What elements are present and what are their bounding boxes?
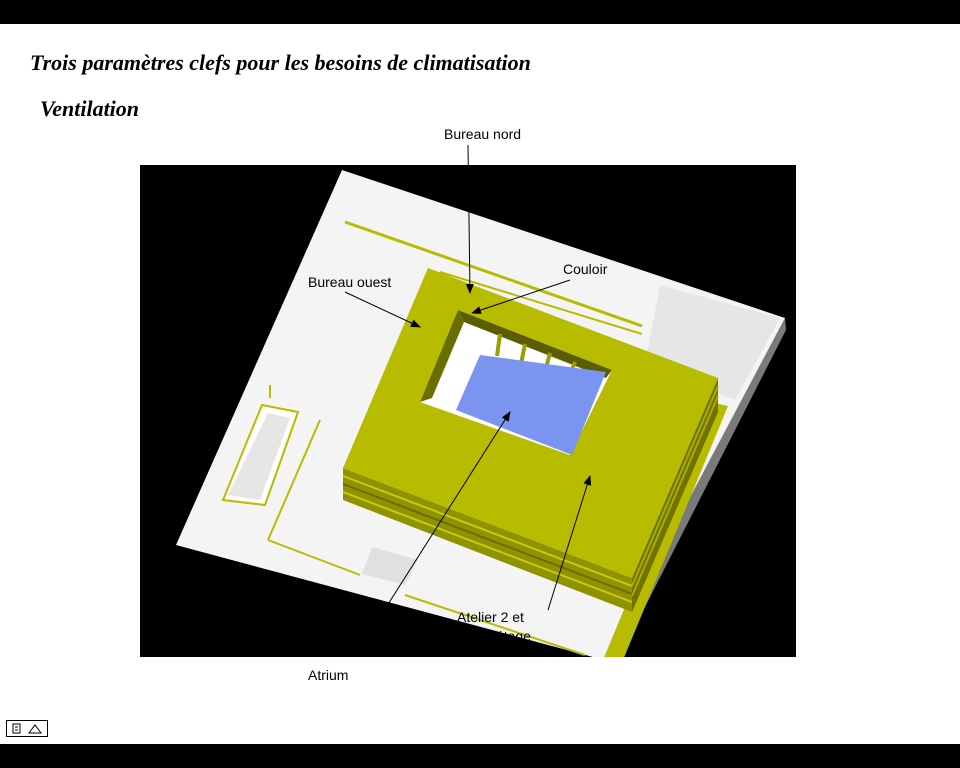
label-atrium: Atrium (308, 667, 349, 683)
label-couloir: Couloir (563, 261, 608, 277)
bottom-black-bar (0, 744, 960, 768)
label-bureau-ouest: Bureau ouest (308, 274, 392, 290)
label-atelier-line2: 3ème étage (457, 628, 531, 644)
slide-title: Trois paramètres clefs pour les besoins de climatisation (30, 50, 531, 75)
label-atelier-line1: Atelier 2 et (457, 609, 524, 625)
slide-navigation-button[interactable] (6, 720, 48, 737)
page-icon (13, 724, 20, 733)
slide-subtitle: Ventilation (40, 96, 140, 121)
label-bureau-nord: Bureau nord (444, 126, 522, 142)
triangle-icon (29, 725, 41, 733)
